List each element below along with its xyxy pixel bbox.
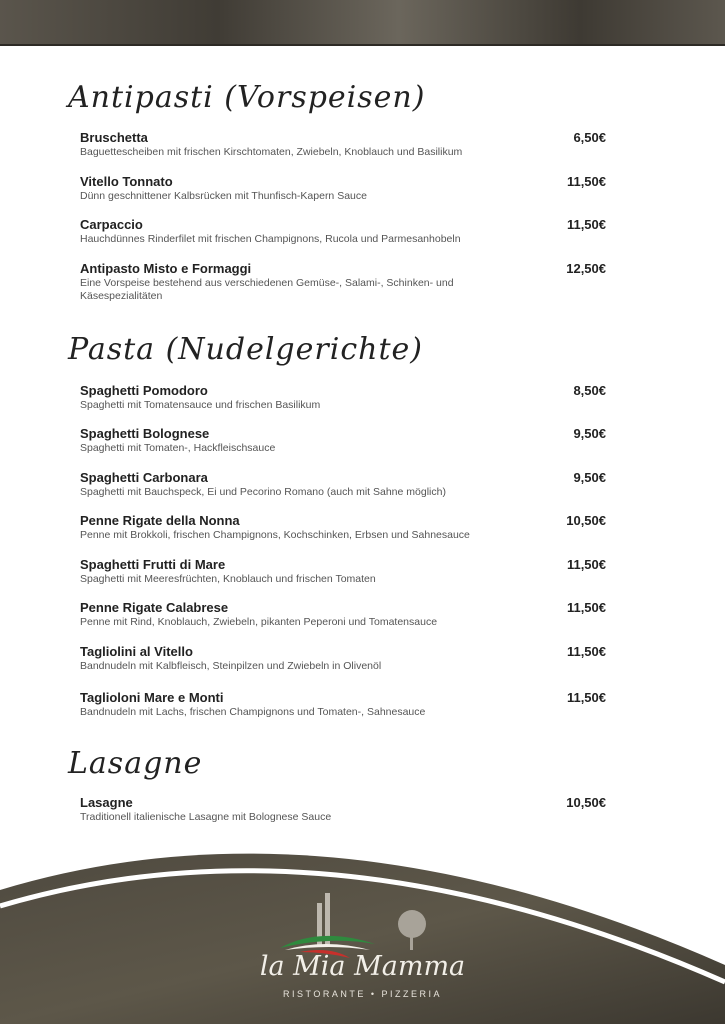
item-price: 12,50€ <box>566 261 606 276</box>
menu-item <box>80 130 606 159</box>
item-description: Penne mit Rind, Knoblauch, Zwiebeln, pikanten Peperoni und Tomatensauce <box>80 616 438 628</box>
item-description: Traditionell italienische Lasagne mit Bolognese Sauce <box>80 811 332 823</box>
item-price: 6,50€ <box>573 130 606 145</box>
menu-item <box>80 600 606 629</box>
item-description: Spaghetti mit Tomaten-, Hackfleischsauce <box>80 442 276 454</box>
item-price: 9,50€ <box>573 470 606 485</box>
item-price: 11,50€ <box>566 600 606 615</box>
item-name: Penne Rigate della Nonna <box>80 513 240 528</box>
item-price: 11,50€ <box>566 644 606 659</box>
item-name: Antipasto Misto e Formaggi <box>80 261 252 276</box>
item-price: 8,50€ <box>573 383 606 398</box>
logo-subtitle: RISTORANTE • PIZZERIA <box>283 989 442 999</box>
item-name: Carpaccio <box>80 217 143 232</box>
item-name: Bruschetta <box>80 130 148 145</box>
menu-item <box>80 513 606 542</box>
item-name: Penne Rigate Calabrese <box>80 600 229 615</box>
section-heading-antipasti: Antipasti (Vorspeisen) <box>68 80 426 115</box>
item-name: Vitello Tonnato <box>80 174 173 189</box>
item-name: Lasagne <box>80 795 133 810</box>
item-price: 10,50€ <box>566 795 606 810</box>
menu-item <box>80 426 606 455</box>
menu-item <box>80 383 606 412</box>
menu-item <box>80 470 606 499</box>
item-price: 11,50€ <box>566 557 606 572</box>
item-description: Spaghetti mit Tomatensauce und frischen Basilikum <box>80 399 321 411</box>
menu-item <box>80 690 606 719</box>
item-price: 10,50€ <box>566 513 606 528</box>
item-description: Dünn geschnittener Kalbsrücken mit Thunfisch-Kapern Sauce <box>80 190 367 202</box>
item-name: Spaghetti Pomodoro <box>80 383 208 398</box>
menu-item <box>80 795 606 824</box>
menu-item <box>80 644 606 673</box>
menu-item <box>80 261 606 303</box>
logo-emblem <box>270 888 450 958</box>
item-price: 11,50€ <box>566 217 606 232</box>
top-texture-band <box>0 0 725 46</box>
item-description: Baguettescheiben mit frischen Kirschtomaten, Zwiebeln, Knoblauch und Basilikum <box>80 146 463 158</box>
item-description: Eine Vorspeise bestehend aus verschiedenen Gemüse-, Salami-, Schinken- und Käsespezialitäten <box>80 277 454 302</box>
item-price: 11,50€ <box>566 174 606 189</box>
item-name: Spaghetti Carbonara <box>80 470 208 485</box>
menu-item <box>80 217 606 246</box>
item-name: Tagliolini al Vitello <box>80 644 193 659</box>
item-name: Spaghetti Bolognese <box>80 426 210 441</box>
item-description: Penne mit Brokkoli, frischen Champignons, Kochschinken, Erbsen und Sahnesauce <box>80 529 470 541</box>
item-name: Taglioloni Mare e Monti <box>80 690 224 705</box>
item-description: Bandnudeln mit Lachs, frischen Champignons und Tomaten-, Sahnesauce <box>80 706 426 718</box>
item-price: 9,50€ <box>573 426 606 441</box>
item-description: Hauchdünnes Rinderfilet mit frischen Champignons, Rucola und Parmesanhobeln <box>80 233 461 245</box>
item-description: Spaghetti mit Bauchspeck, Ei und Pecorino Romano (auch mit Sahne möglich) <box>80 486 446 498</box>
menu-item <box>80 557 606 586</box>
item-price: 11,50€ <box>566 690 606 705</box>
logo-name: la Mia Mamma <box>259 951 466 982</box>
menu-item <box>80 174 606 203</box>
item-description: Spaghetti mit Meeresfrüchten, Knoblauch und frischen Tomaten <box>80 573 376 585</box>
section-heading-lasagne: Lasagne <box>68 746 203 781</box>
item-description: Bandnudeln mit Kalbfleisch, Steinpilzen und Zwiebeln in Olivenöl <box>80 660 382 672</box>
item-name: Spaghetti Frutti di Mare <box>80 557 226 572</box>
section-heading-pasta: Pasta (Nudelgerichte) <box>68 332 423 367</box>
